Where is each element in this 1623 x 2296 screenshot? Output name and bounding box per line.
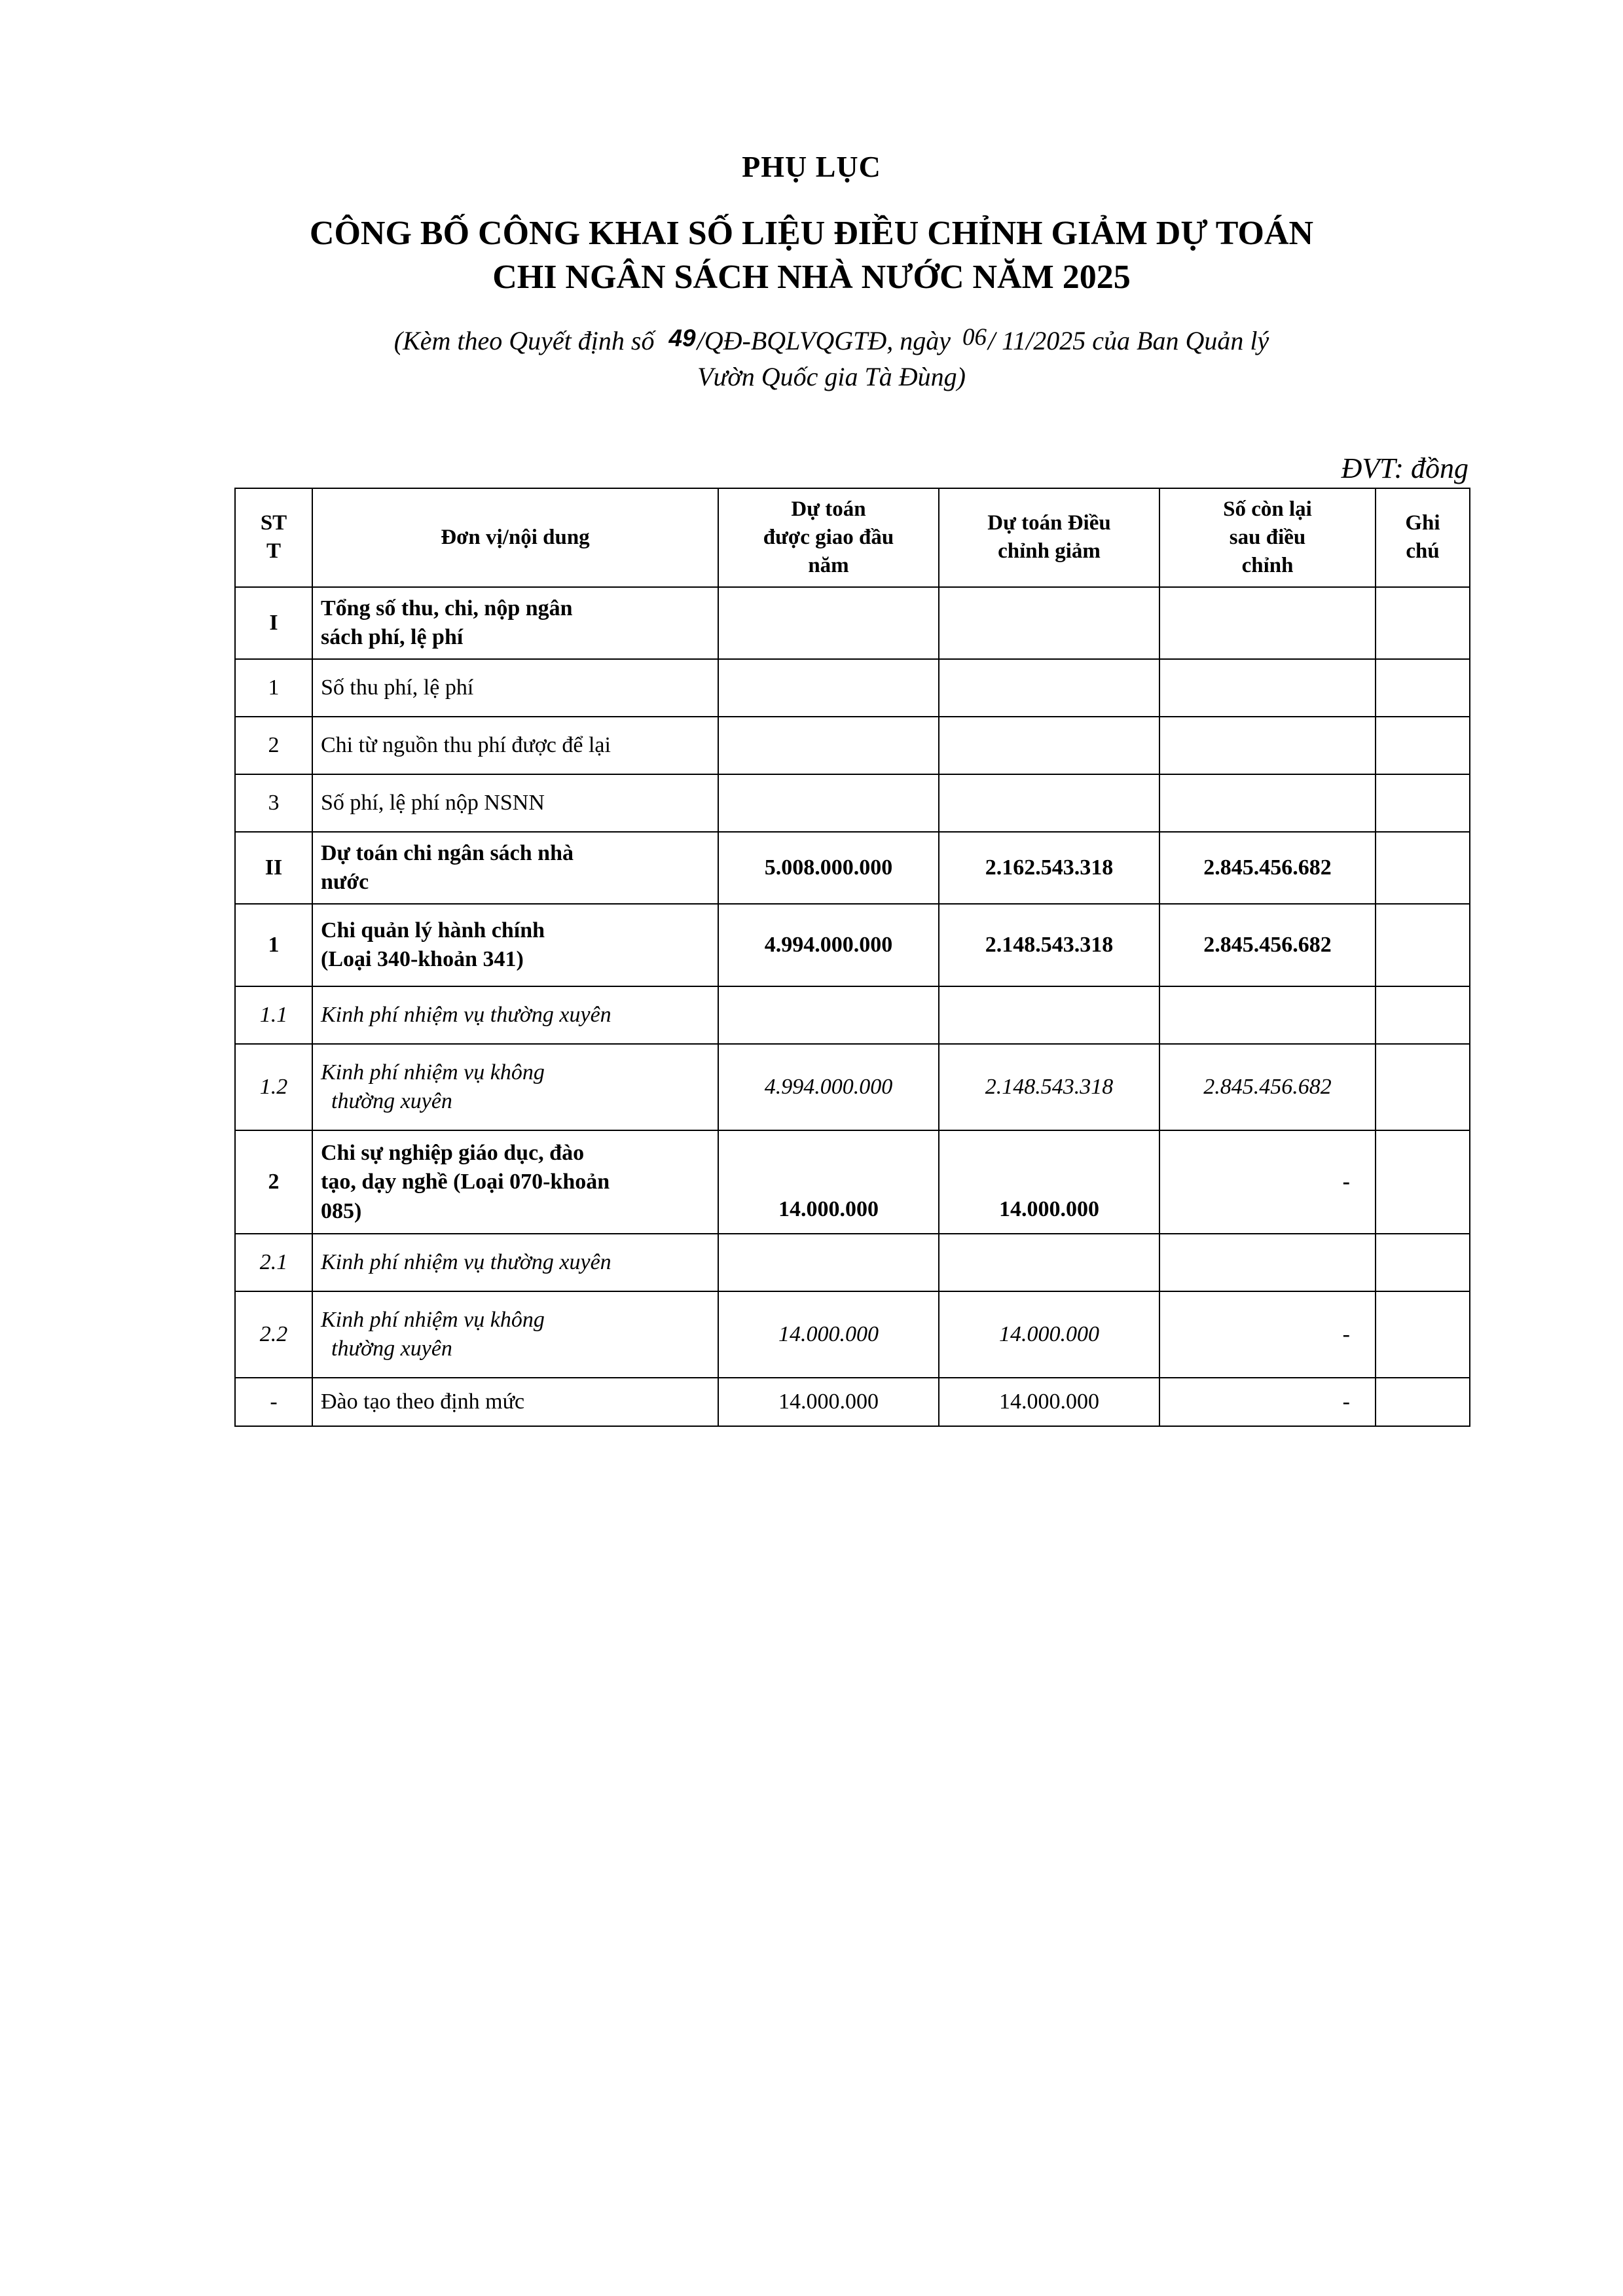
column-header-remaining-line-3: chỉnh	[1241, 553, 1294, 577]
cell-remaining: -	[1159, 1130, 1376, 1234]
column-header-reduced	[939, 488, 1159, 587]
cell-name-line-1: Kinh phí nhiệm vụ không	[321, 1060, 545, 1085]
table-row	[235, 774, 1470, 832]
table-row	[235, 717, 1470, 774]
cell-remaining	[1159, 986, 1376, 1044]
cell-stt: 2	[235, 1130, 312, 1234]
cell-name	[312, 587, 718, 659]
column-header-remaining-line-2: sau điều	[1229, 525, 1306, 549]
cell-name-line-1: Chi từ nguồn thu phí được để lại	[321, 732, 611, 757]
cell-stt: 1	[235, 904, 312, 986]
cell-name	[312, 659, 718, 717]
table-body	[235, 587, 1470, 1427]
cell-stt: 3	[235, 774, 312, 832]
column-header-assigned-line-1: Dự toán	[791, 497, 866, 521]
column-header-name: Đơn vị/nội dung	[312, 488, 718, 587]
cell-note	[1376, 659, 1470, 717]
decision-reference-line-1	[275, 321, 1388, 359]
cell-name-line-2: (Loại 340-khoản 341)	[321, 947, 524, 972]
table-row	[235, 1234, 1470, 1291]
cell-note	[1376, 986, 1470, 1044]
column-header-assigned-line-3: năm	[808, 553, 849, 577]
cell-name	[312, 1291, 718, 1378]
column-header-remaining-line-1: Số còn lại	[1223, 497, 1312, 521]
page-title	[0, 211, 1623, 300]
column-header-stt-line-1: ST	[260, 511, 287, 535]
cell-remaining: 2.845.456.682	[1159, 832, 1376, 904]
cell-remaining	[1159, 587, 1376, 659]
cell-assigned	[718, 986, 939, 1044]
cell-stt: 1.2	[235, 1044, 312, 1130]
table-row	[235, 1130, 1470, 1234]
column-header-assigned-line-2: được giao đầu	[763, 525, 894, 549]
cell-name-line-1: Đào tạo theo định mức	[321, 1390, 525, 1414]
cell-remaining	[1159, 774, 1376, 832]
cell-note	[1376, 774, 1470, 832]
column-header-note-line-2: chú	[1406, 539, 1440, 564]
cell-name	[312, 832, 718, 904]
cell-reduced	[939, 1234, 1159, 1291]
cell-reduced: 14.000.000	[939, 1378, 1159, 1426]
table-row	[235, 1291, 1470, 1378]
cell-stt: 2.2	[235, 1291, 312, 1378]
cell-assigned	[718, 587, 939, 659]
page-title-line-2: CHI NGÂN SÁCH NHÀ NƯỚC NĂM 2025	[492, 259, 1131, 296]
decision-reference-line-2: Vườn Quốc gia Tà Đùng)	[697, 362, 966, 392]
cell-reduced	[939, 587, 1159, 659]
currency-unit-note: ĐVT: đồng	[1341, 452, 1468, 484]
cell-name	[312, 986, 718, 1044]
cell-reduced: 2.162.543.318	[939, 832, 1159, 904]
column-header-stt	[235, 488, 312, 587]
cell-stt: 2.1	[235, 1234, 312, 1291]
column-header-assigned	[718, 488, 939, 587]
cell-reduced	[939, 659, 1159, 717]
cell-name-line-1: Số thu phí, lệ phí	[321, 675, 474, 700]
cell-assigned: 14.000.000	[718, 1291, 939, 1378]
cell-name-line-1: Số phí, lệ phí nộp NSNN	[321, 790, 545, 815]
column-header-reduced-line-1: Dự toán Điều	[987, 511, 1111, 535]
cell-name-line-2: tạo, dạy nghề (Loại 070-khoản	[321, 1170, 610, 1194]
reference-middle: /QĐ-BQLVQGTĐ, ngày	[697, 326, 951, 355]
cell-name-line-1: Chi sự nghiệp giáo dục, đào	[321, 1141, 585, 1166]
cell-stt: 2	[235, 717, 312, 774]
cell-reduced: 14.000.000	[939, 1130, 1159, 1234]
cell-name-line-2: sách phí, lệ phí	[321, 624, 464, 649]
cell-name	[312, 774, 718, 832]
cell-note	[1376, 587, 1470, 659]
cell-stt: 1.1	[235, 986, 312, 1044]
column-header-note	[1376, 488, 1470, 587]
cell-note	[1376, 832, 1470, 904]
cell-name-line-2: thường xuyên	[331, 1336, 452, 1361]
cell-assigned: 5.008.000.000	[718, 832, 939, 904]
appendix-label: PHỤ LỤC	[742, 150, 881, 183]
cell-reduced: 14.000.000	[939, 1291, 1159, 1378]
column-header-note-line-1: Ghi	[1405, 511, 1440, 535]
column-header-stt-line-2: T	[266, 539, 281, 564]
cell-remaining: 2.845.456.682	[1159, 904, 1376, 986]
cell-assigned: 14.000.000	[718, 1378, 939, 1426]
cell-remaining: 2.845.456.682	[1159, 1044, 1376, 1130]
cell-note	[1376, 1291, 1470, 1378]
cell-remaining	[1159, 1234, 1376, 1291]
table-row	[235, 832, 1470, 904]
cell-assigned	[718, 717, 939, 774]
cell-name	[312, 1378, 718, 1426]
cell-name-line-1: Kinh phí nhiệm vụ thường xuyên	[321, 1003, 611, 1028]
cell-name-line-1: Dự toán chi ngân sách nhà	[321, 841, 574, 866]
cell-name	[312, 1130, 718, 1234]
cell-reduced	[939, 774, 1159, 832]
cell-note	[1376, 717, 1470, 774]
page-title-line-1: CÔNG BỐ CÔNG KHAI SỐ LIỆU ĐIỀU CHỈNH GIẢM DỰ TOÁN	[309, 214, 1314, 252]
cell-remaining	[1159, 717, 1376, 774]
decision-number: 49	[668, 325, 696, 351]
table-row	[235, 1378, 1470, 1426]
column-header-remaining	[1159, 488, 1376, 587]
table-header-row	[235, 488, 1470, 587]
reference-after-date: / 11/2025 của Ban Quản lý	[988, 326, 1269, 355]
cell-assigned	[718, 774, 939, 832]
cell-name-line-2: nước	[321, 870, 369, 895]
cell-name-line-1: Kinh phí nhiệm vụ không	[321, 1308, 545, 1333]
reference-prefix: (Kèm theo Quyết định số	[393, 326, 655, 355]
cell-note	[1376, 904, 1470, 986]
document-heading	[0, 151, 1623, 300]
table-row	[235, 986, 1470, 1044]
table-row	[235, 904, 1470, 986]
cell-stt: -	[235, 1378, 312, 1426]
cell-remaining: -	[1159, 1291, 1376, 1378]
cell-name	[312, 717, 718, 774]
cell-reduced: 2.148.543.318	[939, 1044, 1159, 1130]
cell-stt: II	[235, 832, 312, 904]
table-row	[235, 659, 1470, 717]
cell-assigned	[718, 1234, 939, 1291]
cell-note	[1376, 1234, 1470, 1291]
budget-table	[234, 488, 1470, 1427]
table-row	[235, 1044, 1470, 1130]
cell-remaining	[1159, 659, 1376, 717]
cell-assigned: 4.994.000.000	[718, 1044, 939, 1130]
cell-reduced: 2.148.543.318	[939, 904, 1159, 986]
cell-note	[1376, 1130, 1470, 1234]
cell-assigned: 4.994.000.000	[718, 904, 939, 986]
cell-reduced	[939, 717, 1159, 774]
cell-stt: 1	[235, 659, 312, 717]
cell-stt: I	[235, 587, 312, 659]
cell-name-line-1: Chi quản lý hành chính	[321, 918, 545, 943]
cell-note	[1376, 1044, 1470, 1130]
column-header-reduced-line-2: chỉnh giảm	[998, 539, 1101, 564]
cell-remaining: -	[1159, 1378, 1376, 1426]
cell-name	[312, 1234, 718, 1291]
cell-reduced	[939, 986, 1159, 1044]
table-row	[235, 587, 1470, 659]
cell-note	[1376, 1378, 1470, 1426]
cell-name-line-3: 085)	[321, 1198, 362, 1223]
decision-reference	[275, 321, 1388, 395]
cell-name	[312, 1044, 718, 1130]
cell-assigned: 14.000.000	[718, 1130, 939, 1234]
budget-table-container	[234, 488, 1469, 1427]
cell-name-line-1: Tổng số thu, chi, nộp ngân	[321, 596, 573, 620]
decision-date-day: 06	[962, 324, 987, 351]
cell-name	[312, 904, 718, 986]
cell-name-line-1: Kinh phí nhiệm vụ thường xuyên	[321, 1250, 611, 1275]
cell-assigned	[718, 659, 939, 717]
cell-name-line-2: thường xuyên	[331, 1089, 452, 1114]
table-header	[235, 488, 1470, 587]
